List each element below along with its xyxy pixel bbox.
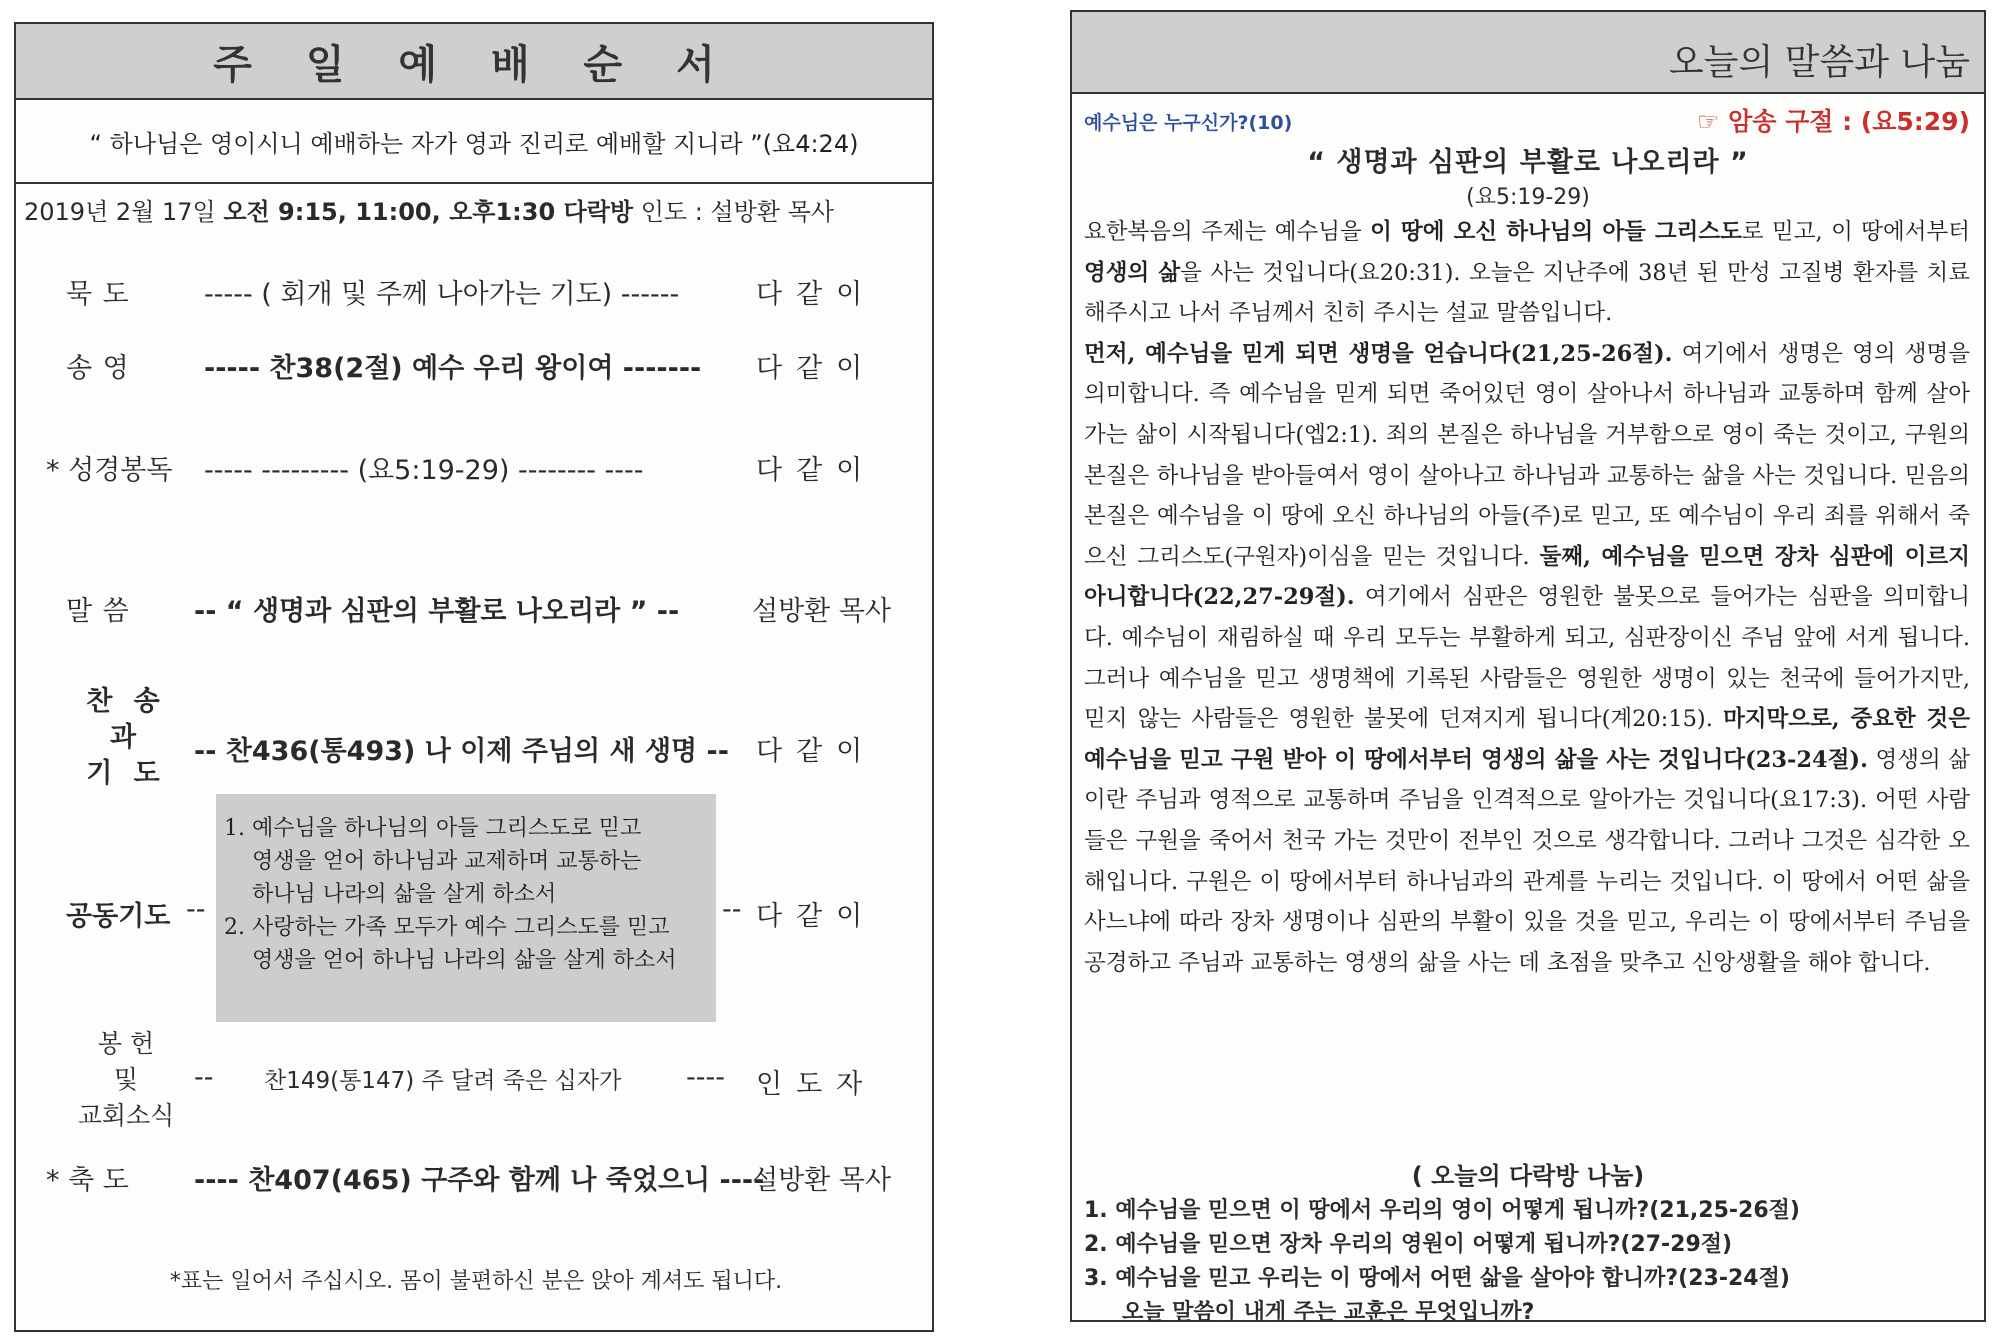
order-item-sermon: [16, 589, 936, 629]
order-content: ----- 찬38(2절) 예수 우리 왕이여 -------: [204, 353, 702, 384]
sharing-title: ( 오늘의 다락방 나눔): [1411, 1162, 1645, 1190]
order-content: 찬149(통147) 주 달려 죽은 십자가: [264, 1068, 622, 1094]
order-item-offering: [16, 1062, 936, 1102]
order-leader: 다같이: [756, 353, 877, 384]
order-item-doxology: [16, 346, 936, 386]
prayer-line: 영생을 얻어 하나님 나라의 삶을 살게 하소서: [252, 948, 677, 973]
sharing-question: 3. 예수님을 믿고 우리는 이 땅에서 어떤 삶을 살아야 합니까?(23-24절): [1084, 1266, 1790, 1291]
sermon-paragraph: 요한복음의 주제는 예수님을 이 땅에 오신 하나님의 아들 그리스도로 믿고, 이 땅에서부터 영생의 삶을 사는 것입니다(요20:31). 오늘은 지난주에 38년 된 만성 고질병 환자를 치료해주시고 나서 주님께서 친히 주시는 설교 말씀입니다.: [1084, 219, 1970, 327]
order-dashes: --: [194, 1062, 214, 1093]
sharing-questions: [1084, 1194, 1974, 1330]
prayer-line: 영생을 얻어 하나님과 교제하며 교통하는: [252, 849, 642, 874]
header-verse: “ 하나님은 영이시니 예배하는 자가 영과 진리로 예배할 지니라 ”(요4:24): [16, 100, 932, 184]
worship-order-title: 주 일 예 배 순 서: [16, 24, 932, 100]
memory-verse: ☞ 암송 구절 : (요5:29): [1696, 107, 1970, 136]
order-term: * 성경봉독: [46, 455, 173, 486]
order-content: ----- --------- (요5:19-29) -------- ----: [204, 455, 644, 486]
offering-label: 봉 헌 및 교회소식: [77, 1029, 175, 1130]
hymn-prayer-label: 찬 송 과 기 도: [86, 686, 166, 789]
sharing-question: 2. 예수님을 믿으면 장차 우리의 영원이 어떻게 됩니까?(27-29절): [1084, 1232, 1733, 1257]
order-term: 송 영: [66, 353, 130, 384]
order-content: ---- 찬407(465) 구주와 함께 나 죽었으니 ----: [194, 1165, 765, 1196]
order-leader: 다같이: [756, 901, 877, 932]
order-item-hymn-prayer: [16, 729, 936, 769]
service-leader: 인도 : 설방환 목사: [633, 198, 834, 226]
order-item-benediction: [16, 1158, 936, 1198]
order-term: 묵 도: [66, 279, 130, 310]
order-item-scripture-reading: [16, 448, 936, 488]
order-content: -- 찬436(통493) 나 이제 주님의 새 생명 --: [194, 736, 729, 767]
order-dashes: --: [722, 894, 742, 925]
order-leader: 다같이: [756, 455, 877, 486]
order-term: * 축 도: [46, 1165, 129, 1196]
prayer-line: 하나님 나라의 삶을 살게 하소서: [252, 882, 557, 907]
order-leader: 설방환 목사: [752, 596, 891, 627]
order-term: 말 씀: [66, 596, 130, 627]
sermon-reference: (요5:19-29): [1466, 185, 1590, 210]
service-date: 2019년 2월 17일: [24, 198, 224, 226]
order-dashes: --: [186, 894, 206, 925]
sermon-title: “ 생명과 심판의 부활로 나오리라 ”: [1307, 147, 1749, 178]
order-content: ----- ( 회개 및 주께 나아가는 기도) ------: [204, 279, 680, 310]
sermon-body: [1084, 212, 1970, 983]
sharing-question: 오늘 말씀이 내게 주는 교훈은 무엇입니까?: [1122, 1300, 1535, 1325]
order-leader: 다같이: [756, 279, 877, 310]
sermon-panel: [1070, 10, 1986, 1325]
service-date-line: [24, 192, 924, 227]
sermon-panel-header: 오늘의 말씀과 나눔: [1072, 12, 1984, 94]
prayer-line: 2. 사랑하는 가족 모두가 예수 그리스도를 믿고: [224, 915, 670, 940]
order-leader: 인도자: [756, 1069, 877, 1100]
sharing-question: 1. 예수님을 믿으면 이 땅에서 우리의 영이 어떻게 됩니까?(21,25-26절): [1084, 1198, 1800, 1223]
service-times: 오전 9:15, 11:00, 오후1:30 다락방: [223, 198, 634, 226]
order-term: 공동기도: [66, 901, 171, 932]
order-item-silent-prayer: [16, 272, 936, 312]
worship-order-panel: [14, 22, 934, 1332]
order-leader: 다같이: [756, 736, 877, 767]
order-item-joint-prayer: [16, 894, 936, 934]
sermon-paragraph: 먼저, 예수님을 믿게 되면 생명을 얻습니다(21,25-26절). 여기에서 생명은 영의 생명을 의미합니다. 즉 예수님을 믿게 되면 죽어있던 영이 살아나서 하나님과 교통하며 함께 살아가는 삶이 시작됩니다(엡2:1). 죄의 본질은 하나님을 거부함으로 영이 죽는 것이고, 구원의 본질은 하나님을 받아들여서 영이 살아나고 하나님과 교통하는 삶을 사는 것입니다. 믿음의 본질은 예수님을 이 땅에 오신 하나님의 아들(주)로 믿고, 또 예수님이 우리 죄를 위해서 죽으신 그리스도(구원자)이심을 믿는 것입니다. 둘째, 예수님을 믿으면 장차 심판에 이르지 아니합니다(22,27-29절). 여기에서 심판은 영원한 불못으로 들어가는 심판을 의미합니다. 예수님이 재림하실 때 우리 모두는 부활하게 되고, 심판장이신 주님 앞에 서게 됩니다. 그러나 예수님을 믿고 생명책에 기록된 사람들은 영원한 생명이 있는 천국에 들어가지만, 믿지 않는 사람들은 영원한 불못에 던져지게 됩니다(계20:15). 마지막으로, 중요한 것은 예수님을 믿고 구원 받아 이 땅에서부터 영생의 삶을 사는 것입니다(23-24절). 영생의 삶이란 주님과 영적으로 교통하며 주님을 인격적으로 알아가는 것입니다(요17:3). 어떤 사람들은 구원을 죽어서 천국 가는 것만이 전부인 것으로 생각합니다. 그러나 그것은 심각한 오해입니다. 구원은 이 땅에서부터 하나님과의 관계를 누리는 것입니다. 이 땅에서 어떤 삶을 사느냐에 따라 장차 생명이나 심판의 부활이 있을 것을 믿고, 우리는 이 땅에서부터 주님을 공경하고 주님과 교통하는 영생의 삶을 사는 데 초점을 맞추고 신앙생활을 해야 합니다.: [1084, 340, 1970, 976]
standing-note: *표는 일어서 주십시오. 몸이 불편하신 분은 앉아 계셔도 됩니다.: [169, 1269, 783, 1294]
order-dashes: ----: [686, 1062, 725, 1093]
prayer-line: 1. 예수님을 하나님의 아들 그리스도로 믿고: [224, 816, 642, 841]
order-content: -- “ 생명과 심판의 부활로 나오리라 ” --: [194, 596, 680, 627]
series-label: 예수님은 누구신가?(10): [1084, 112, 1293, 134]
order-leader: 설방환 목사: [752, 1165, 891, 1196]
